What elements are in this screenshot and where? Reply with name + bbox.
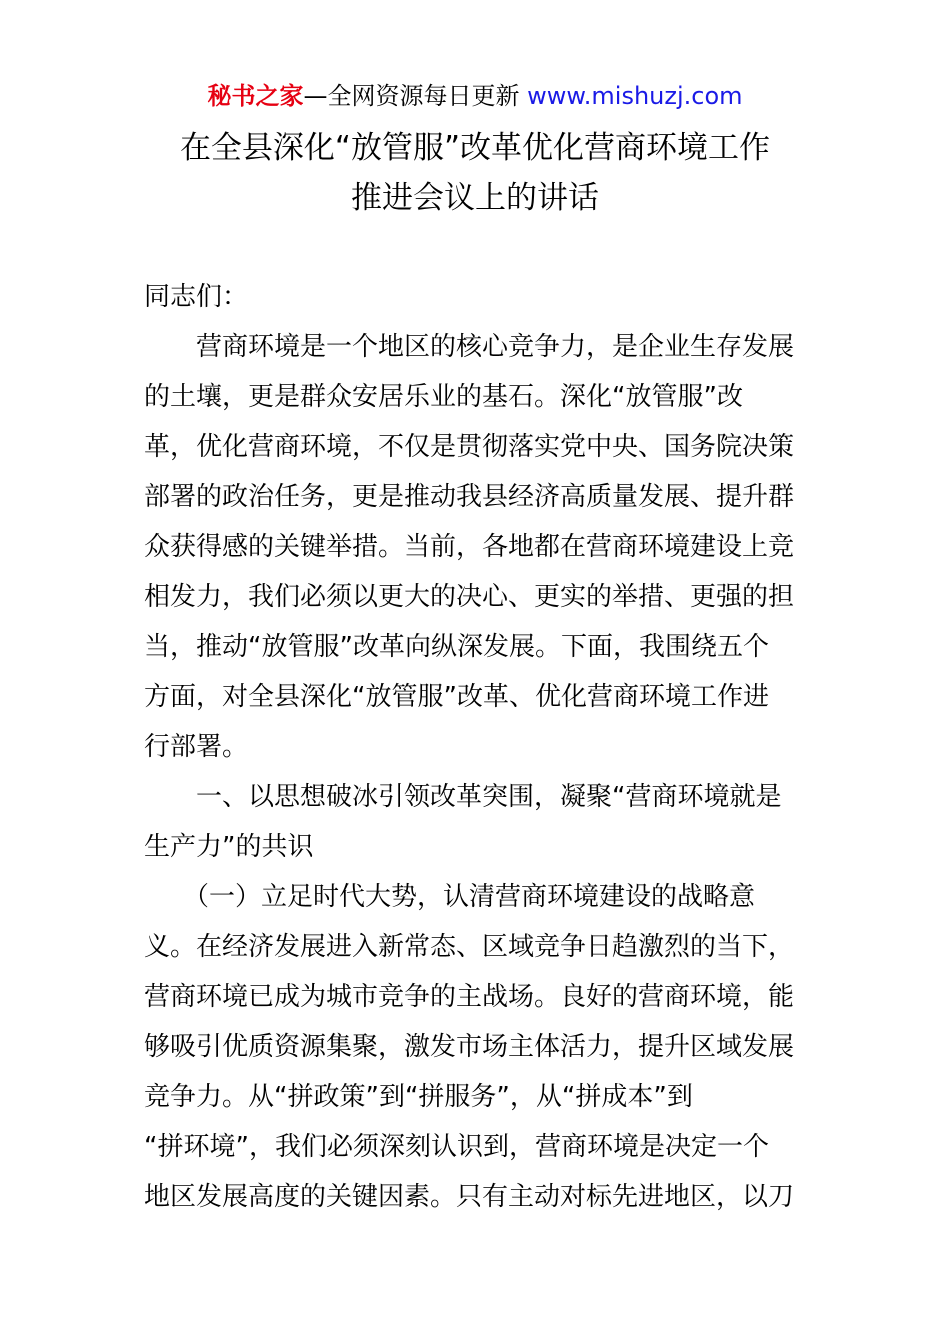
body-line: 营商环境是一个地区的核心竞争力，是企业生存发展 (144, 332, 795, 362)
body-line: 竞争力。从“拼政策”到“拼服务”，从“拼成本”到 (144, 1082, 693, 1112)
site-url-link[interactable]: www.mishuzj.com (527, 82, 743, 110)
body-line: 够吸引优质资源集聚，激发市场主体活力，提升区域发展 (144, 1032, 795, 1062)
body-line: 方面，对全县深化“放管服”改革、优化营商环境工作进 (144, 682, 769, 712)
body-line: 部署的政治任务，更是推动我县经济高质量发展、提升群 (144, 482, 795, 512)
body-line: 革，优化营商环境，不仅是贯彻落实党中央、国务院决策 (144, 432, 795, 462)
section-heading-line: 一、以思想破冰引领改革突围，凝聚“营商环境就是 (144, 782, 782, 812)
body-line: 义。在经济发展进入新常态、区域竞争日趋激烈的当下， (144, 932, 795, 962)
body-line: 营商环境已成为城市竞争的主战场。良好的营商环境，能 (144, 982, 795, 1012)
site-header (0, 80, 950, 112)
document-title-line-1: 在全县深化“放管服”改革优化营商环境工作 (179, 130, 771, 166)
body-line: 的土壤，更是群众安居乐业的基石。深化“放管服”改 (144, 382, 743, 412)
body-line: “拼环境”，我们必须深刻认识到，营商环境是决定一个 (144, 1132, 769, 1162)
salutation: 同志们： (144, 282, 249, 312)
brand-name: 秘书之家 (207, 82, 304, 110)
body-line: 地区发展高度的关键因素。只有主动对标先进地区，以刀 (144, 1182, 795, 1212)
body-line: 众获得感的关键举措。当前，各地都在营商环境建设上竞 (144, 532, 795, 562)
body-line: 相发力，我们必须以更大的决心、更实的举措、更强的担 (144, 582, 795, 612)
body-line: （一）立足时代大势，认清营商环境建设的战略意 (144, 882, 756, 912)
body-line: 行部署。 (144, 732, 249, 762)
section-heading-line: 生产力”的共识 (144, 832, 314, 862)
header-tagline: —全网资源每日更新 (303, 82, 528, 110)
body-line: 当，推动“放管服”改革向纵深发展。下面，我围绕五个 (144, 632, 769, 662)
document-title-line-2: 推进会议上的讲话 (351, 180, 599, 216)
